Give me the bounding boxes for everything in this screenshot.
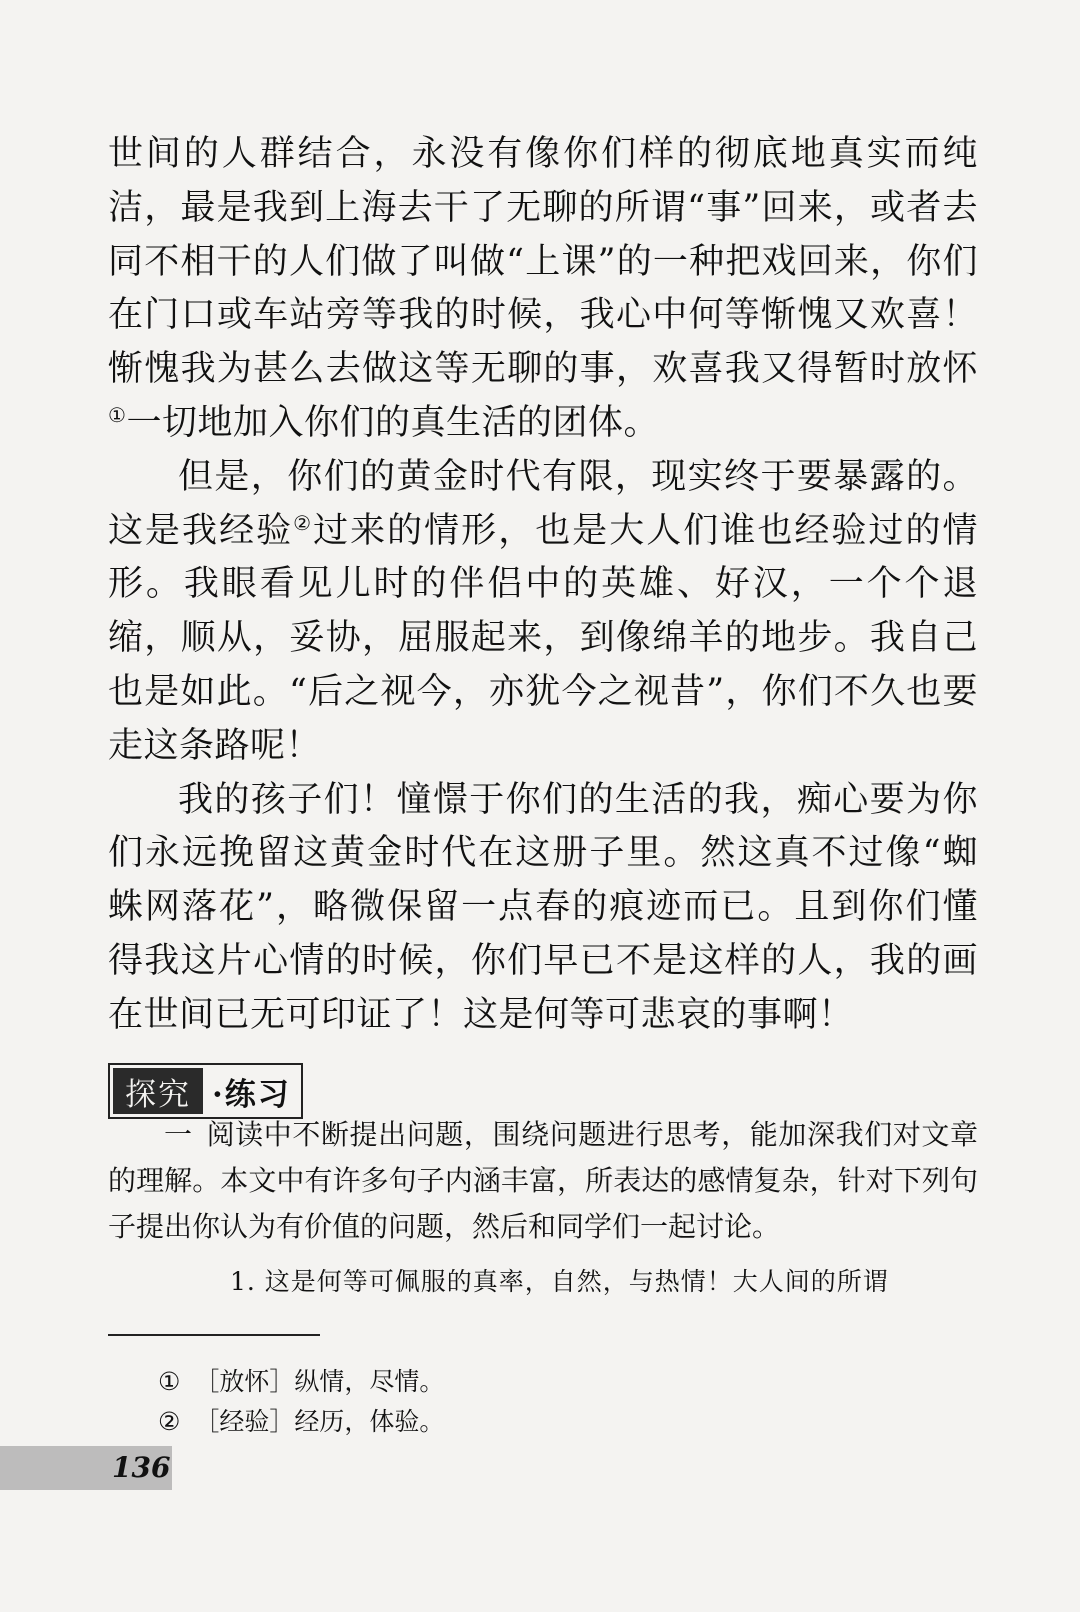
footnote-1	[158, 1362, 444, 1402]
exercise-number: 一	[164, 1118, 193, 1151]
footnote-text: ［放怀］纵情，尽情。	[194, 1367, 445, 1396]
exercise-block	[108, 1112, 978, 1250]
footnote-text: ［经验］经历，体验。	[194, 1407, 445, 1436]
paragraph-3: 我的孩子们！憧憬于你们的生活的我，痴心要为你们永远挽留这黄金时代在这册子里。然这真不过像“蜘蛛网落花”，略微保留一点春的痕迹而已。且到你们懂得我这片心情的时候，你们早已不是这样的人，我的画在世间已无可印证了！这是何等可悲哀的事啊！	[108, 779, 978, 1035]
footnotes	[158, 1362, 444, 1442]
section-label: ·练习	[212, 1076, 291, 1113]
page-number: 136	[112, 1451, 171, 1484]
footnote-mark: ②	[158, 1407, 181, 1436]
paragraph-2: 但是，你们的黄金时代有限，现实终于要暴露的。这是我经验②过来的情形，也是大人们谁也经验过的情形。我眼看见儿时的伴侣中的英雄、好汉，一个个退缩，顺从，妥协，屈服起来，到像绵羊的地步。我自己也是如此。“后之视今，亦犹今之视昔”，你们不久也要走这条路呢！	[108, 456, 978, 766]
footnote-ref-2[interactable]: ②	[293, 510, 314, 535]
main-text	[108, 128, 978, 1043]
exercise-text: 阅读中不断提出问题，围绕问题进行思考，能加深我们对文章的理解。本文中有许多句子内涵丰富，所表达的感情复杂，针对下列句子提出你认为有价值的问题，然后和同学们一起讨论。	[108, 1118, 978, 1243]
paragraph-1: 世间的人群结合，永没有像你们样的彻底地真实而纯洁，最是我到上海去干了无聊的所谓“事”回来，或者去同不相干的人们做了叫做“上课”的一种把戏回来，你们在门口或车站旁等我的时候，我心中何等惭愧又欢喜！惭愧我为甚么去做这等无聊的事，欢喜我又得暂时放怀①一切地加入你们的真生活的团体。	[108, 134, 978, 443]
section-tag: 探究	[113, 1068, 203, 1114]
footnote-ref-1[interactable]: ①	[108, 402, 127, 427]
section-header-exercise	[108, 1063, 303, 1119]
footnote-2	[158, 1402, 444, 1442]
footnote-mark: ①	[158, 1367, 181, 1396]
exercise-item-1	[108, 1112, 978, 1250]
exercise-quote-1: 1. 这是何等可佩服的真率，自然，与热情！大人间的所谓	[230, 1267, 889, 1296]
footnote-divider	[108, 1334, 320, 1336]
